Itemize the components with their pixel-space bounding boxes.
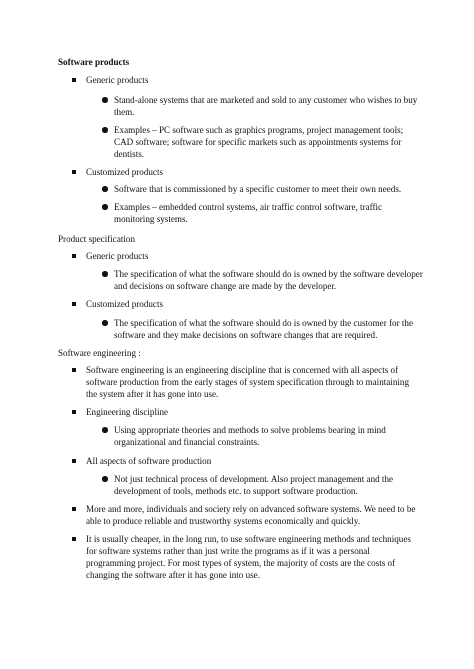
round-bullet-icon: [102, 186, 108, 192]
list-item: Generic products: [86, 250, 421, 262]
sub-list-item: Using appropriate theories and methods to solve problems bearing in mind organizational and financial constraints.: [114, 424, 424, 448]
round-bullet-icon: [102, 476, 108, 482]
list-item: All aspects of software production: [86, 455, 421, 467]
sub-list-item: Not just technical process of development. Also project management and the development of tools, methods etc. to support software production.: [114, 473, 424, 497]
list-item: More and more, individuals and society rely on advanced software systems. We need to be able to produce reliable and trustworthy systems economically and quickly.: [86, 503, 421, 527]
list-item: Customized products: [86, 166, 421, 178]
square-bullet-icon: [72, 459, 76, 463]
square-bullet-icon: [72, 170, 76, 174]
sub-list-item: The specification of what the software should do is owned by the software developer and decisions on software change are made by the developer.: [114, 268, 424, 292]
section-heading-software-products: Software products: [58, 57, 130, 67]
round-bullet-icon: [102, 427, 108, 433]
list-item: Engineering discipline: [86, 406, 421, 418]
list-item: Software engineering is an engineering discipline that is concerned with all aspects of software production from the early stages of system specification through to maintaining the system after it has gone into use.: [86, 364, 421, 400]
sub-list-item: Examples – PC software such as graphics programs, project management tools; CAD software; software for specific markets such as appointments systems for dentists.: [114, 124, 424, 160]
round-bullet-icon: [102, 271, 108, 277]
round-bullet-icon: [102, 320, 108, 326]
round-bullet-icon: [102, 204, 108, 210]
sub-list-item: The specification of what the software should do is owned by the customer for the software and they make decisions on software changes that are required.: [114, 317, 424, 341]
round-bullet-icon: [102, 127, 108, 133]
section-heading-product-specification: Product specification: [58, 234, 136, 244]
sub-list-item: Stand-alone systems that are marketed and sold to any customer who wishes to buy them.: [114, 94, 424, 118]
list-item: Customized products: [86, 298, 421, 310]
square-bullet-icon: [72, 368, 76, 372]
list-item: Generic products: [86, 74, 421, 86]
section-heading-software-engineering: Software engineering :: [58, 348, 141, 358]
sub-list-item: Examples – embedded control systems, air traffic control software, traffic monitoring systems.: [114, 201, 424, 225]
square-bullet-icon: [72, 537, 76, 541]
round-bullet-icon: [102, 97, 108, 103]
square-bullet-icon: [72, 254, 76, 258]
square-bullet-icon: [72, 78, 76, 82]
square-bullet-icon: [72, 410, 76, 414]
square-bullet-icon: [72, 302, 76, 306]
list-item: It is usually cheaper, in the long run, to use software engineering methods and techniques for software systems rather than just write the programs as if it was a personal programming project. For most types of system, the majority of costs are the costs of changing the software after it has gone into use.: [86, 533, 421, 581]
square-bullet-icon: [72, 507, 76, 511]
sub-list-item: Software that is commissioned by a specific customer to meet their own needs.: [114, 183, 424, 195]
